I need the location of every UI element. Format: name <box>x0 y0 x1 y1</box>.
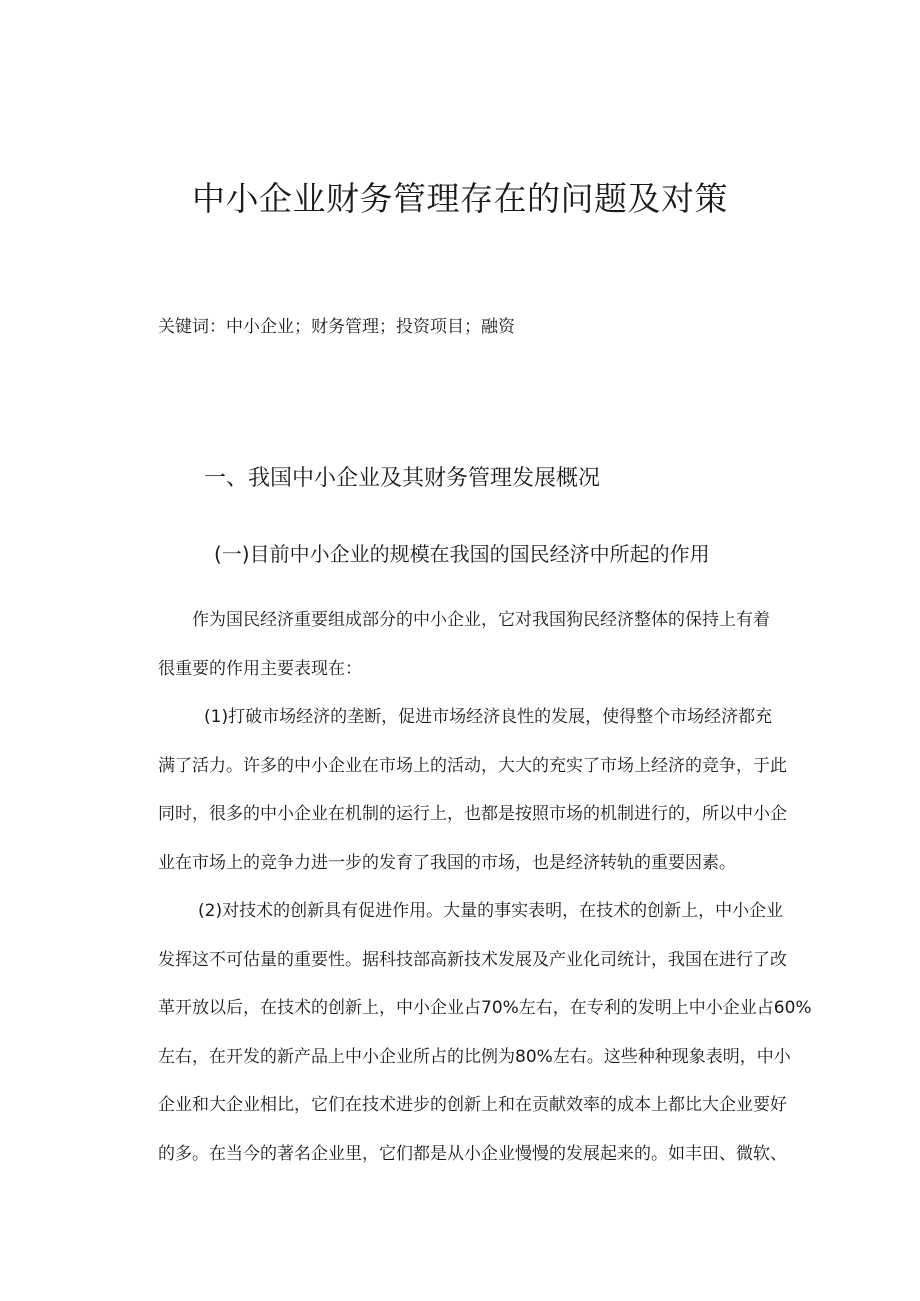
paragraph-line: 发挥这不可估量的重要性。据科技部高新技术发展及产业化司统计，我国在进行了改 <box>158 949 787 970</box>
paragraph-point-2 <box>158 895 812 1187</box>
section-heading: 一、我国中小企业及其财务管理发展概况 <box>204 466 601 491</box>
paragraph-line: 业在市场上的竞争力进一步的发育了我国的市场，也是经济转轨的重要因素。 <box>158 852 736 873</box>
paragraph-line: 很重要的作用主要表现在： <box>158 658 362 679</box>
paragraph-line: (2)对技术的创新具有促进作用。大量的事实表明，在技术的创新上，中小企业 <box>198 901 784 921</box>
paragraph-intro <box>158 604 790 701</box>
paragraph-line: 企业和大企业相比，它们在技术进步的创新上和在贡献效率的成本上都比大企业要好 <box>158 1095 787 1116</box>
paragraph-line: 革开放以后，在技术的创新上，中小企业占70%左右，在专利的发明上中小企业占60% <box>158 998 812 1019</box>
paragraph-line: 的多。在当今的著名企业里，它们都是从小企业慢慢的发展起来的。如丰田、微软、 <box>158 1143 787 1164</box>
paragraph-line: 同时，很多的中小企业在机制的运行上，也都是按照市场的机制进行的，所以中小企 <box>158 804 787 825</box>
paragraph-point-1 <box>158 701 790 895</box>
document-title: 中小企业财务管理存在的问题及对策 <box>192 179 728 218</box>
paragraph-line: 满了活力。许多的中小企业在市场上的活动，大大的充实了市场上经济的竞争，于此 <box>158 755 787 776</box>
paragraph-line: (1)打破市场经济的垄断，促进市场经济良性的发展，使得整个市场经济都充 <box>204 707 773 727</box>
paragraph-line: 作为国民经济重要组成部分的中小企业，它对我国狗民经济整体的保持上有着 <box>192 610 770 630</box>
paragraph-line: 左右，在开发的新产品上中小企业所占的比例为80%左右。这些种种现象表明，中小 <box>158 1046 791 1067</box>
keywords-line: 关键词：中小企业；财务管理；投资项目；融资 <box>158 317 515 337</box>
subsection-heading: (一)目前中小企业的规模在我国的国民经济中所起的作用 <box>214 542 710 566</box>
